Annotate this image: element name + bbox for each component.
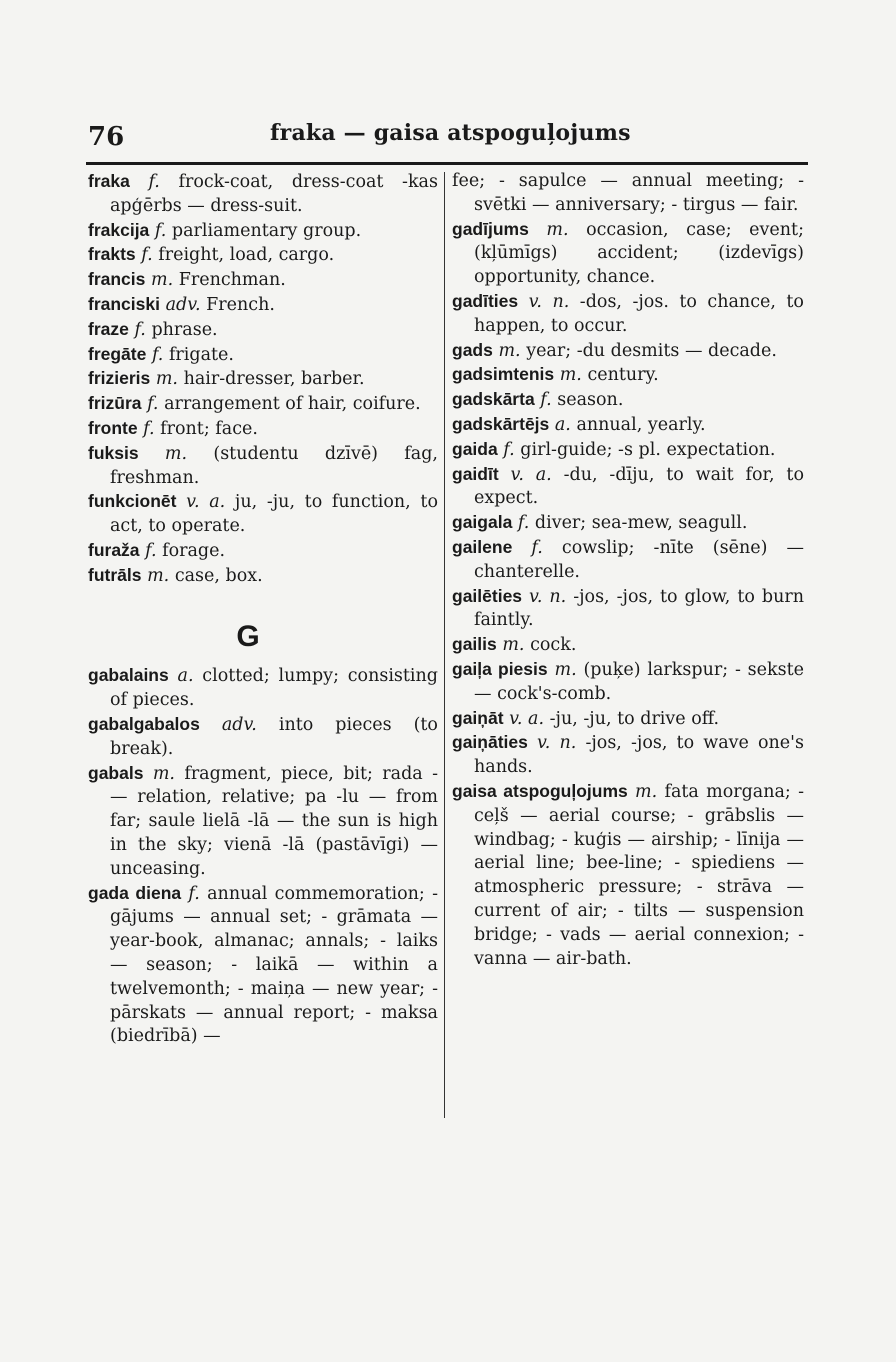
entry-part-of-speech: f. xyxy=(151,344,164,365)
dictionary-entry xyxy=(88,392,438,417)
dictionary-entry xyxy=(88,539,438,564)
entry-part-of-speech: a. xyxy=(554,414,571,435)
entry-part-of-speech: m. xyxy=(164,443,188,464)
entry-part-of-speech: f. xyxy=(145,540,157,561)
entry-definition: case, box. xyxy=(174,565,263,586)
entry-part-of-speech: v. n. xyxy=(529,586,567,607)
entry-part-of-speech: f. xyxy=(531,537,543,558)
entry-part-of-speech: f. xyxy=(503,439,515,460)
entry-headword: gaiņāties xyxy=(452,732,528,753)
entry-definition: frigate. xyxy=(168,344,234,365)
entry-definition: forage. xyxy=(162,540,226,561)
dictionary-entry xyxy=(452,170,804,218)
page-number: 76 xyxy=(88,122,125,152)
entry-definition: front; face. xyxy=(160,418,258,439)
dictionary-entry xyxy=(88,882,438,1050)
entry-part-of-speech: f. xyxy=(148,172,160,192)
entry-part-of-speech: f. xyxy=(188,883,200,904)
left-entries-top xyxy=(88,170,438,589)
entry-definition: fata morgana; - ceļš — aerial course; - grābslis — windbag; - kuģis — airship; - līnija — aerial line; bee-line; - spiediens — atmospheric pressure; - strāva — current of air; - tilts — suspension bridge; - vads — aerial connexion; - vanna — air-bath. xyxy=(474,781,804,969)
entry-headword: frizieris xyxy=(88,368,151,389)
dictionary-entry xyxy=(88,318,438,343)
entry-definition: century. xyxy=(587,365,659,386)
dictionary-entry xyxy=(88,243,438,268)
right-column xyxy=(452,170,804,971)
entry-headword: gabalgabalos xyxy=(88,713,200,734)
entry-definition: ju, -ju, to function, to act, to operate. xyxy=(110,492,438,537)
entry-headword: futrāls xyxy=(88,564,142,585)
entry-part-of-speech: adv. xyxy=(221,714,257,735)
entry-definition: hair-dresser, barber. xyxy=(183,369,365,390)
entry-headword: franciski xyxy=(88,293,160,314)
dictionary-entry xyxy=(452,536,804,585)
entry-part-of-speech: m. xyxy=(502,635,525,656)
dictionary-entry xyxy=(452,339,804,364)
dictionary-entry xyxy=(88,762,438,882)
entry-part-of-speech: m. xyxy=(152,763,175,784)
dictionary-entry xyxy=(452,463,804,512)
dictionary-entry xyxy=(452,413,804,438)
entry-part-of-speech: m. xyxy=(498,340,521,361)
dictionary-entry xyxy=(452,290,804,339)
entry-part-of-speech: f. xyxy=(517,513,530,534)
entry-headword: gaiņāt xyxy=(452,707,504,728)
entry-part-of-speech: v. a. xyxy=(510,464,552,485)
entry-definition: occasion, case; event; (kļūmīgs) accident; (izdevīgs) opportunity, chance. xyxy=(474,219,804,288)
dictionary-entry xyxy=(452,388,804,413)
entry-definition: -ju, -ju, to drive off. xyxy=(549,708,720,729)
entry-headword: gadīties xyxy=(452,290,519,311)
entry-headword: gaisa atspoguļojums xyxy=(452,780,628,801)
dictionary-entry xyxy=(452,633,804,658)
entry-part-of-speech: a. xyxy=(177,666,194,687)
dictionary-entry xyxy=(88,170,438,219)
entry-part-of-speech: f. xyxy=(141,245,153,266)
entry-part-of-speech: v. a. xyxy=(186,492,226,513)
entry-definition: frock-coat, dress-coat -kas apģērbs — dress-suit. xyxy=(110,172,438,216)
entry-part-of-speech: f. xyxy=(154,220,167,241)
entry-part-of-speech: m. xyxy=(635,781,658,802)
entry-headword: gailis xyxy=(452,634,497,655)
left-column xyxy=(88,170,438,1049)
entry-part-of-speech: f. xyxy=(147,394,159,415)
entry-definition: arrangement of hair, coifure. xyxy=(164,394,421,415)
entry-definition: cowslip; -nīte (sēne) — chanterelle. xyxy=(474,537,804,582)
entry-part-of-speech: m. xyxy=(554,659,577,680)
entry-definition: -du, -dīju, to wait for, to expect. xyxy=(474,464,804,509)
entry-part-of-speech: m. xyxy=(155,369,178,390)
header-rule xyxy=(86,162,808,165)
entry-definition: Frenchman. xyxy=(178,270,286,291)
entry-headword: gailene xyxy=(452,536,513,557)
running-head: fraka — gaisa atspoguļojums xyxy=(270,120,631,146)
entry-headword: frakcija xyxy=(88,219,150,240)
entry-headword: fronte xyxy=(88,417,138,438)
entry-definition: (puķe) larkspur; - sekste — cock's-comb. xyxy=(474,659,804,704)
left-entries-bottom xyxy=(88,664,438,1049)
entry-headword: gadījums xyxy=(452,218,529,239)
dictionary-entry xyxy=(452,363,804,388)
entry-headword: gailēties xyxy=(452,585,523,606)
entry-definition: -jos, -jos, to wave one's hands. xyxy=(474,733,804,778)
entry-headword: frakts xyxy=(88,244,136,265)
dictionary-entry xyxy=(88,713,438,762)
dictionary-entry xyxy=(452,731,804,780)
entry-part-of-speech: f. xyxy=(143,418,155,439)
entry-headword: funkcionēt xyxy=(88,491,177,512)
entry-definition: girl-guide; -s pl. expectation. xyxy=(520,439,776,460)
dictionary-entry xyxy=(88,490,438,539)
right-entries xyxy=(452,170,804,971)
dictionary-entry xyxy=(452,511,804,536)
entry-definition: -dos, -jos. to chance, to happen, to occur. xyxy=(474,291,804,336)
entry-part-of-speech: adv. xyxy=(165,294,201,315)
entry-definition: clotted; lumpy; consisting of pieces. xyxy=(110,666,438,711)
entry-definition: fee; - sapulce — annual meeting; - svētki — anniversary; - tirgus — fair. xyxy=(452,171,804,215)
entry-headword: gaida xyxy=(452,438,498,459)
entry-headword: gaigala xyxy=(452,512,513,533)
entry-headword: fraze xyxy=(88,318,129,339)
entry-definition: parliamentary group. xyxy=(171,220,362,241)
entry-headword: gadskārtējs xyxy=(452,413,550,434)
letter-section-spacer xyxy=(88,589,438,621)
dictionary-entry xyxy=(452,707,804,732)
dictionary-entry xyxy=(88,219,438,244)
entry-headword: gadsimtenis xyxy=(452,364,555,385)
dictionary-entry xyxy=(88,367,438,392)
dictionary-entry xyxy=(88,268,438,293)
entry-part-of-speech: m. xyxy=(546,219,569,240)
entry-part-of-speech: v. n. xyxy=(528,291,570,312)
entry-definition: year; -du desmits — decade. xyxy=(526,340,777,361)
entry-definition: phrase. xyxy=(151,319,218,340)
entry-headword: fuksis xyxy=(88,442,139,463)
entry-headword: gada diena xyxy=(88,882,182,903)
entry-headword: gads xyxy=(452,339,493,360)
dictionary-entry xyxy=(88,417,438,442)
entry-definition: diver; sea-mew, seagull. xyxy=(534,513,748,534)
entry-part-of-speech: f. xyxy=(134,319,146,340)
dictionary-entry xyxy=(88,442,438,491)
column-divider xyxy=(444,172,445,1118)
dictionary-entry xyxy=(88,564,438,589)
letter-heading: G xyxy=(236,619,260,653)
dictionary-entry xyxy=(88,664,438,713)
dictionary-entry xyxy=(452,585,804,634)
entry-part-of-speech: f. xyxy=(540,390,552,411)
entry-headword: gadskārta xyxy=(452,389,535,410)
dictionary-entry xyxy=(452,780,804,971)
entry-headword: gabalains xyxy=(88,665,169,686)
dictionary-entry xyxy=(88,343,438,368)
entry-definition: French. xyxy=(206,294,275,315)
entry-part-of-speech: m. xyxy=(150,270,174,291)
dictionary-entry xyxy=(452,218,804,290)
entry-part-of-speech: v. n. xyxy=(537,733,577,754)
entry-definition: annual commemoration; - gājums — annual set; - grāmata — year-book, almanac; annals; - laiks — season; - laikā — within a twelvemonth; - maiņa — new year; - pārskats — annual report; - maksa (biedrībā) — xyxy=(110,883,438,1047)
entry-headword: francis xyxy=(88,269,146,290)
entry-definition: freight, load, cargo. xyxy=(158,245,335,266)
entry-part-of-speech: m. xyxy=(559,365,582,386)
entry-headword: gabals xyxy=(88,762,144,783)
entry-definition: fragment, piece, bit; rada - — relation, relative; pa -lu — from far; saule lielā -lā — the sun is high in the sky; vienā -lā (pastāvīgi) — unceasing. xyxy=(110,763,438,879)
entry-headword: fraka xyxy=(88,171,130,191)
entry-definition: (studentu dzīvē) fag, freshman. xyxy=(110,443,438,488)
entry-definition: into pieces (to break). xyxy=(110,714,438,759)
dictionary-entry xyxy=(452,438,804,463)
dictionary-entry xyxy=(452,658,804,707)
entry-part-of-speech: m. xyxy=(147,565,170,586)
entry-definition: cock. xyxy=(530,635,577,656)
dictionary-entry xyxy=(88,293,438,318)
entry-part-of-speech: v. a. xyxy=(509,708,545,729)
entry-headword: frizūra xyxy=(88,393,142,414)
entry-definition: season. xyxy=(557,390,624,411)
entry-headword: furaža xyxy=(88,539,140,560)
entry-headword: gaiļa piesis xyxy=(452,658,548,679)
entry-definition: -jos, -jos, to glow, to burn faintly. xyxy=(474,586,804,631)
entry-definition: annual, yearly. xyxy=(576,414,706,435)
entry-headword: gaidīt xyxy=(452,463,499,484)
entry-headword: fregāte xyxy=(88,343,147,364)
